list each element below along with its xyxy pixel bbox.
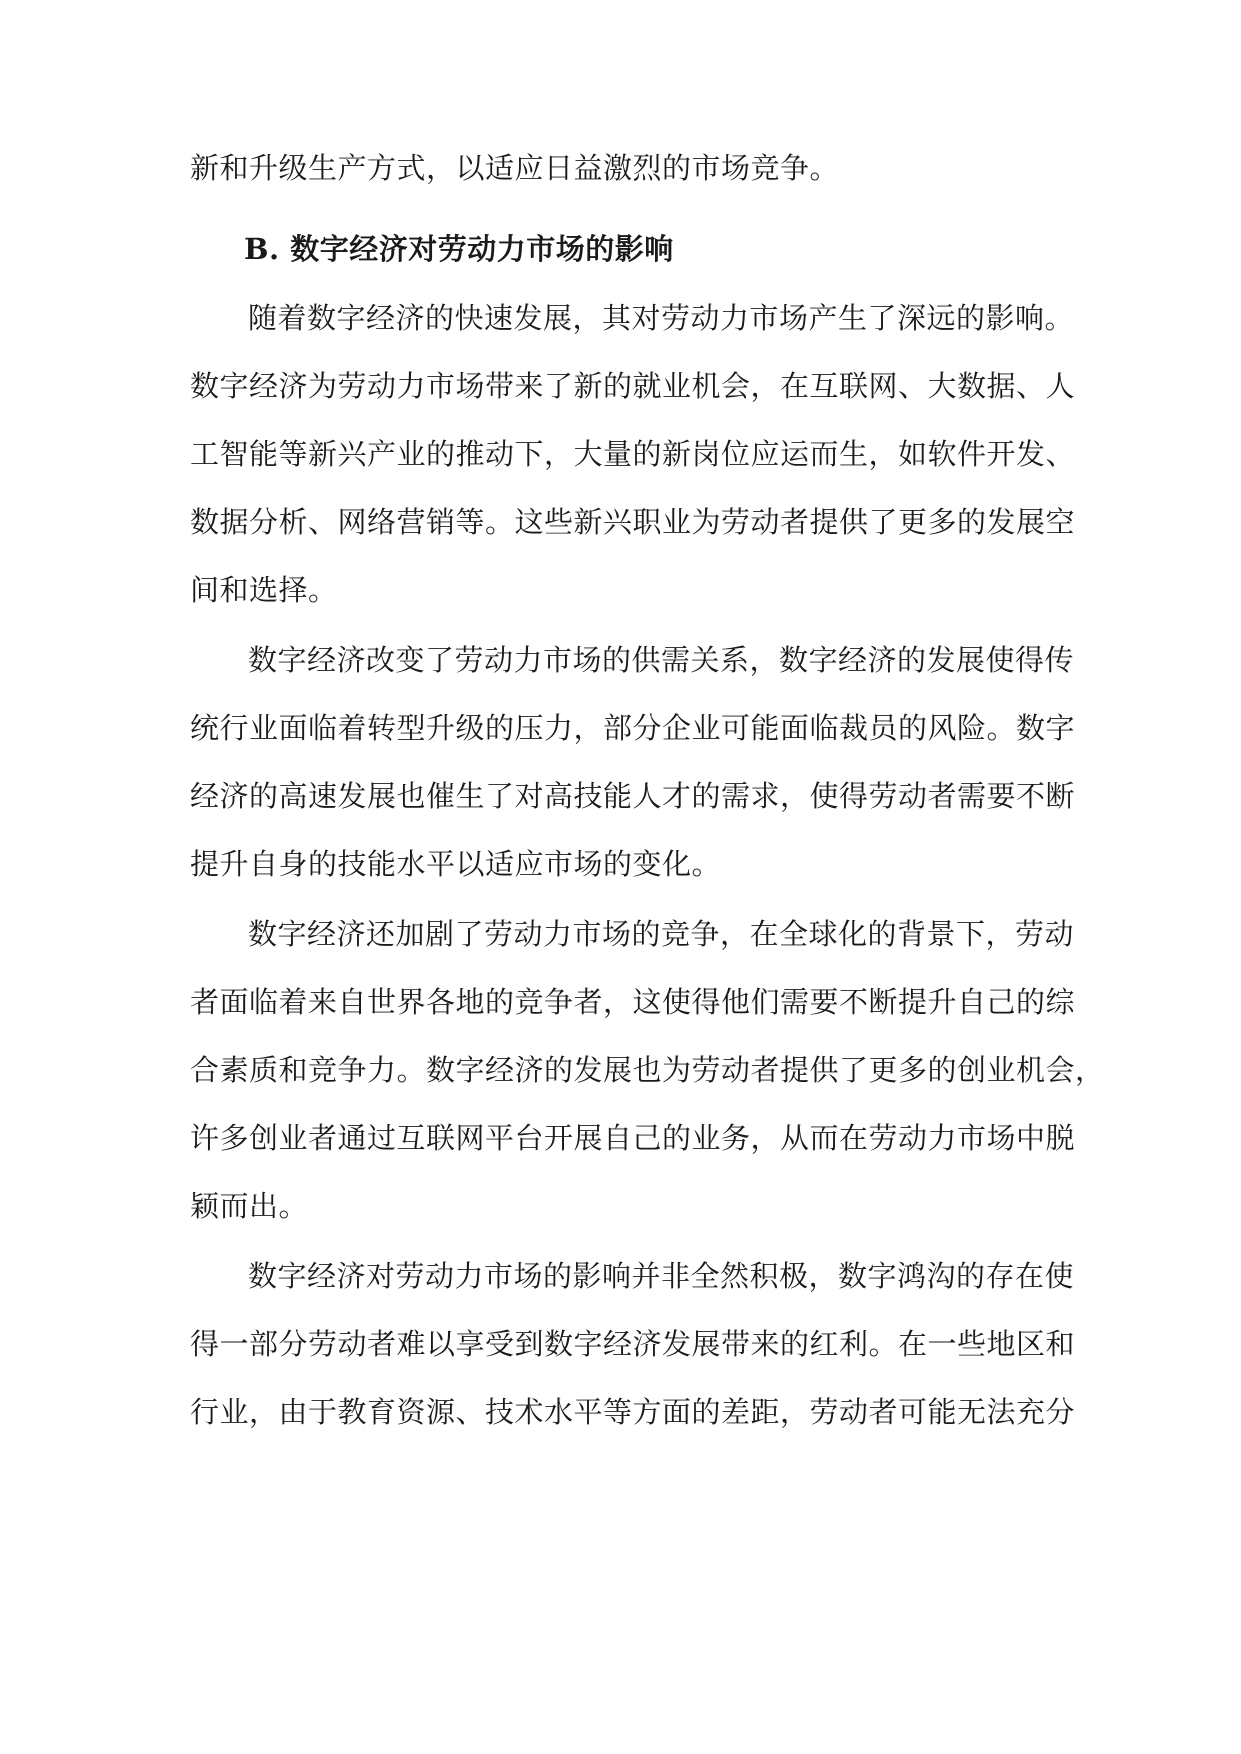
text-line: 提升自身的技能水平以适应市场的变化。: [190, 847, 722, 881]
text-line: 经济的高速发展也催生了对高技能人才的需求，使得劳动者需要不断: [190, 779, 1076, 813]
text-line: 数据分析、网络营销等。这些新兴职业为劳动者提供了更多的发展空: [190, 505, 1076, 539]
text-line: 数字经济还加剧了劳动力市场的竞争，在全球化的背景下，劳动: [248, 917, 1075, 951]
text-line: 许多创业者通过互联网平台开展自己的业务，从而在劳动力市场中脱: [190, 1121, 1076, 1155]
text-line: 行业，由于教育资源、技术水平等方面的差距，劳动者可能无法充分: [190, 1395, 1076, 1429]
text-line: 数字经济为劳动力市场带来了新的就业机会，在互联网、大数据、人: [190, 369, 1076, 403]
text-line: 工智能等新兴产业的推动下，大量的新岗位应运而生，如软件开发、: [190, 437, 1076, 471]
text-line: 者面临着来自世界各地的竞争者，这使得他们需要不断提升自己的综: [190, 985, 1076, 1019]
text-line: 颖而出。: [190, 1189, 309, 1223]
text-line: 统行业面临着转型升级的压力，部分企业可能面临裁员的风险。数字: [190, 711, 1076, 745]
section-heading: B. 数字经济对劳动力市场的影响: [244, 232, 674, 266]
text-line: 得一部分劳动者难以享受到数字经济发展带来的红利。在一些地区和: [190, 1327, 1076, 1361]
text-line: 新和升级生产方式，以适应日益激烈的市场竞争。: [190, 151, 840, 185]
text-line: 间和选择。: [190, 573, 338, 607]
text-line: 数字经济对劳动力市场的影响并非全然积极，数字鸿沟的存在使: [248, 1259, 1075, 1293]
text-line: 数字经济改变了劳动力市场的供需关系，数字经济的发展使得传: [248, 643, 1075, 677]
text-line: 随着数字经济的快速发展，其对劳动力市场产生了深远的影响。: [248, 301, 1075, 335]
text-line: 合素质和竞争力。数字经济的发展也为劳动者提供了更多的创业机会，: [190, 1053, 1105, 1087]
